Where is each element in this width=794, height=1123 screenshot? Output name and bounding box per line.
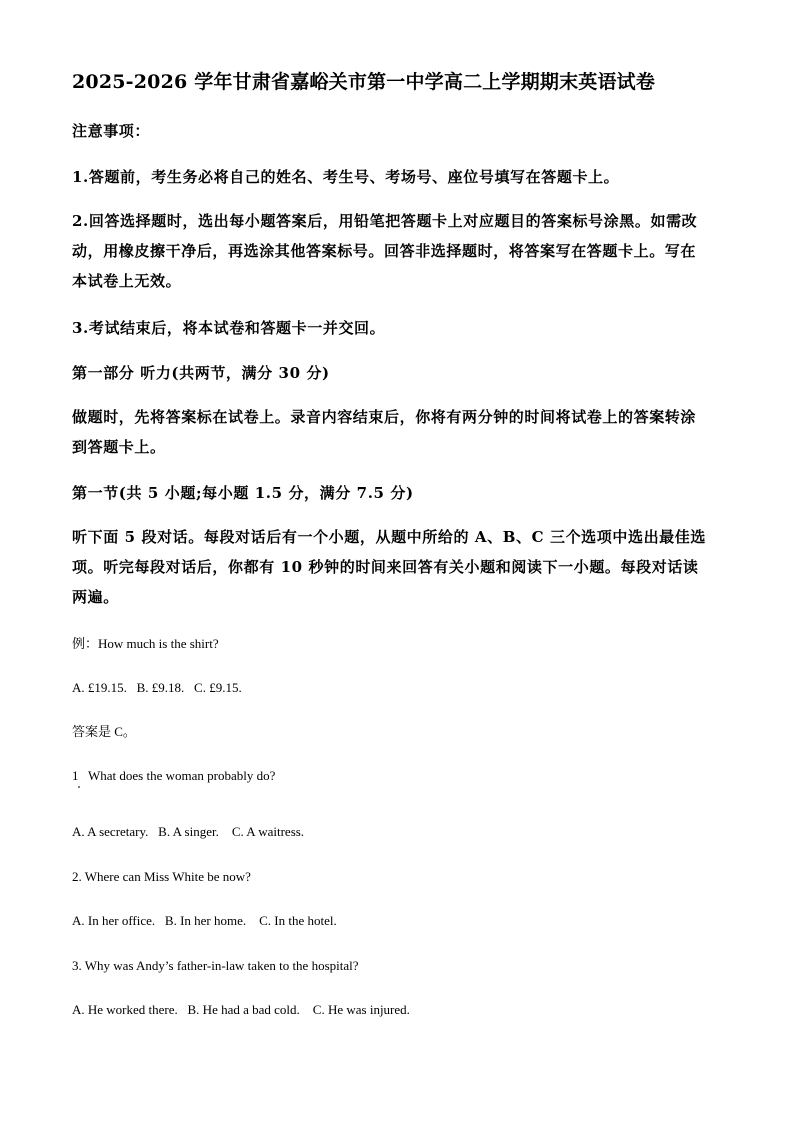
example-answer: 答案是 C。 — [72, 724, 136, 739]
question-1-stem: 1 What does the woman probably do? — [72, 768, 276, 783]
example-options: A. £19.15. B. £9.18. C. £9.15. — [72, 680, 242, 695]
notice-item-2-line: 2.回答选择题时，选出每小题答案后，用铅笔把答题卡上对应题目的答案标号涂黑。如需改 — [72, 212, 698, 230]
question-2-options: A. In her office. B. In her home. C. In the hotel. — [72, 913, 337, 928]
part1-intro-line: 到答题卡上。 — [72, 438, 166, 456]
part1-heading: 第一部分 听力(共两节，满分 30 分) — [72, 364, 330, 382]
part1-intro — [72, 402, 722, 462]
question-3-options: A. He worked there. B. He had a bad cold. C. He was injured. — [72, 1002, 410, 1017]
question-1-options: A. A secretary. B. A singer. C. A waitress. — [72, 824, 305, 839]
section1-heading: 第一节(共 5 小题;每小题 1.5 分，满分 7.5 分) — [72, 484, 414, 502]
section1-intro-line: 项。听完每段对话后，你都有 10 秒钟的时间来回答有关小题和阅读下一小题。每段对话读 — [72, 558, 699, 576]
section1-intro-line: 两遍。 — [72, 588, 119, 606]
notice-heading: 注意事项： — [72, 122, 151, 140]
exam-title: 2025-2026 学年甘肃省嘉峪关市第一中学高二上学期期末英语试卷 — [72, 71, 656, 93]
notice-item-1: 1.答题前，考生务必将自己的姓名、考生号、考场号、座位号填写在答题卡上。 — [72, 168, 620, 186]
part1-intro-line: 做题时，先将答案标在试卷上。录音内容结束后，你将有两分钟的时间将试卷上的答案转涂 — [72, 408, 697, 426]
question-2-stem: 2. Where can Miss White be now? — [72, 869, 251, 884]
question-3-stem: 3. Why was Andy’s father-in-law taken to the hospital? — [72, 958, 359, 973]
section1-intro-line: 听下面 5 段对话。每段对话后有一个小题，从题中所给的 A、B、C 三个选项中选出最佳选 — [72, 528, 706, 546]
example-question: 例：How much is the shirt? — [72, 636, 219, 651]
notice-item-2-line: 动，用橡皮擦干净后，再选涂其他答案标号。回答非选择题时，将答案写在答题卡上。写在 — [72, 242, 697, 260]
notice-item-3: 3.考试结束后，将本试卷和答题卡一并交回。 — [72, 319, 386, 337]
notice-item-2 — [72, 206, 722, 296]
notice-item-2-line: 本试卷上无效。 — [72, 272, 182, 290]
stray-dot — [78, 786, 80, 788]
section1-intro — [72, 522, 722, 612]
